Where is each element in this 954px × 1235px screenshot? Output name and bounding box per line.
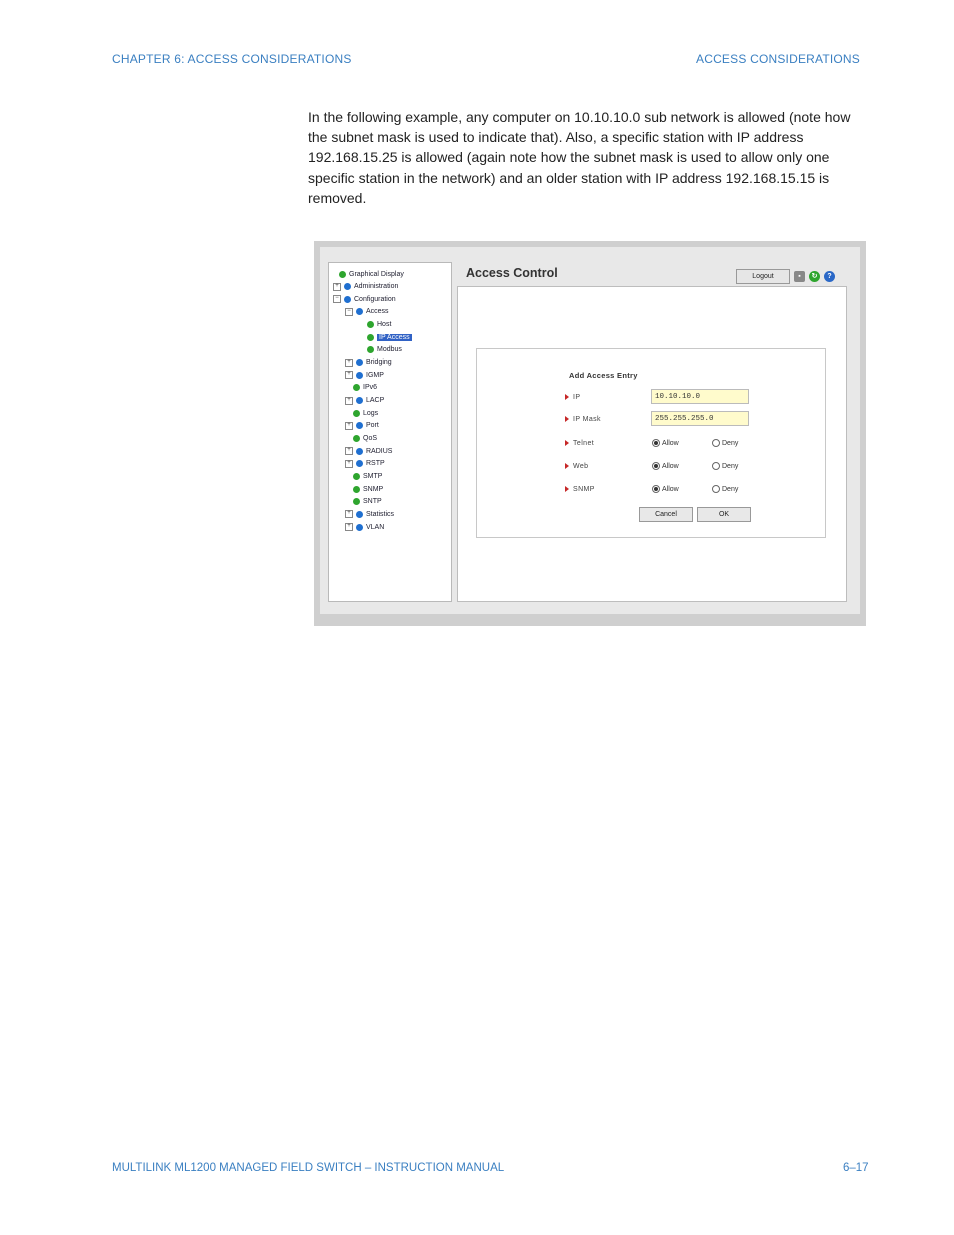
- nav-item-label: SNMP: [363, 485, 384, 493]
- radio-button-icon[interactable]: [652, 485, 660, 493]
- page-icon: [353, 473, 360, 480]
- nav-item[interactable]: [345, 395, 384, 407]
- nav-item[interactable]: [345, 521, 384, 533]
- permission-row: [565, 481, 651, 497]
- nav-item-label: RSTP: [366, 460, 385, 468]
- nav-item-label: Host: [377, 321, 392, 329]
- folder-icon: [356, 397, 363, 404]
- folder-icon: [356, 359, 363, 366]
- cancel-button[interactable]: Cancel: [639, 507, 693, 522]
- ip-label: IP: [573, 393, 581, 401]
- page-icon: [367, 334, 374, 341]
- radio-button-icon[interactable]: [712, 462, 720, 470]
- radio-button-icon[interactable]: [652, 439, 660, 447]
- access-control-screenshot: [314, 241, 866, 626]
- expand-icon[interactable]: +: [333, 283, 341, 291]
- nav-item-label: VLAN: [366, 523, 385, 531]
- save-icon[interactable]: ▪: [794, 271, 805, 282]
- nav-item-label: QoS: [363, 434, 378, 442]
- form-title: Add Access Entry: [569, 371, 638, 380]
- arrow-icon: [565, 394, 569, 400]
- folder-icon: [356, 448, 363, 455]
- allow-label: Allow: [662, 462, 679, 470]
- page-icon: [339, 271, 346, 278]
- nav-item-label: Statistics: [366, 510, 395, 518]
- nav-item-label: RADIUS: [366, 447, 393, 455]
- deny-radio[interactable]: [712, 485, 738, 493]
- page-icon: [353, 435, 360, 442]
- toolbar: [736, 269, 835, 284]
- refresh-icon[interactable]: ↻: [809, 271, 820, 282]
- permission-label: SNMP: [573, 485, 595, 493]
- nav-item[interactable]: [353, 432, 377, 444]
- nav-item-label: SNTP: [363, 498, 382, 506]
- nav-item-label: Configuration: [354, 295, 396, 303]
- help-icon[interactable]: ?: [824, 271, 835, 282]
- folder-icon: [356, 308, 363, 315]
- folder-icon: [356, 511, 363, 518]
- nav-item-label: Port: [366, 422, 379, 430]
- ip-mask-label: IP Mask: [573, 415, 601, 423]
- arrow-icon: [565, 440, 569, 446]
- nav-item[interactable]: [345, 306, 389, 318]
- ip-mask-row: [565, 411, 651, 427]
- footer-title: MULTILINK ML1200 MANAGED FIELD SWITCH – INSTRUCTION MANUAL: [112, 1162, 505, 1174]
- arrow-icon: [565, 463, 569, 469]
- radio-button-icon[interactable]: [712, 439, 720, 447]
- nav-item[interactable]: [353, 470, 382, 482]
- deny-label: Deny: [722, 485, 739, 493]
- expand-icon[interactable]: +: [345, 447, 353, 455]
- radio-button-icon[interactable]: [652, 462, 660, 470]
- nav-item[interactable]: [333, 281, 398, 293]
- screenshot-window: [320, 247, 860, 614]
- ok-button[interactable]: OK: [697, 507, 751, 522]
- folder-icon: [344, 296, 351, 303]
- collapse-icon[interactable]: −: [345, 308, 353, 316]
- permission-label: Web: [573, 462, 589, 470]
- allow-label: Allow: [662, 439, 679, 447]
- nav-item[interactable]: [353, 483, 383, 495]
- collapse-icon[interactable]: −: [333, 295, 341, 303]
- nav-item-label: SMTP: [363, 472, 383, 480]
- nav-item-label: IGMP: [366, 371, 384, 379]
- nav-item[interactable]: [345, 369, 384, 381]
- nav-item[interactable]: [367, 344, 402, 356]
- deny-label: Deny: [722, 462, 739, 470]
- allow-radio[interactable]: [652, 485, 679, 493]
- page-icon: [353, 498, 360, 505]
- nav-item-label: Graphical Display: [349, 270, 404, 278]
- nav-item[interactable]: [345, 357, 392, 369]
- nav-item[interactable]: [353, 407, 378, 419]
- page-icon: [367, 346, 374, 353]
- expand-icon[interactable]: +: [345, 523, 353, 531]
- nav-item[interactable]: [339, 268, 404, 280]
- nav-item[interactable]: [353, 382, 377, 394]
- add-access-entry-form: [476, 348, 826, 538]
- folder-icon: [344, 283, 351, 290]
- ip-input[interactable]: 10.10.10.0: [651, 389, 749, 404]
- allow-radio[interactable]: [652, 439, 679, 447]
- content-panel: [457, 286, 847, 602]
- folder-icon: [356, 460, 363, 467]
- nav-item-label: IPv6: [363, 384, 378, 392]
- nav-item[interactable]: [345, 420, 379, 432]
- page-title: Access Control: [466, 266, 558, 280]
- page-icon: [367, 321, 374, 328]
- deny-label: Deny: [722, 439, 739, 447]
- nav-item-label: Administration: [354, 283, 399, 291]
- permission-row: [565, 435, 651, 451]
- nav-item[interactable]: [367, 331, 412, 343]
- nav-item[interactable]: [345, 508, 394, 520]
- permission-label: Telnet: [573, 439, 595, 447]
- ip-row: [565, 389, 651, 405]
- body-paragraph: In the following example, any computer on 10.10.10.0 sub network is allowed (note how the subnet mask is used to indicate that). Also, a specific station with IP address 192.168.15.25 is allowed (again note how the subnet mask is used to allow only one specific station in the network) and an older station with IP address 192.168.15.15 is removed.: [308, 109, 851, 206]
- nav-item-label: IP Access: [379, 333, 410, 341]
- nav-item[interactable]: [353, 496, 382, 508]
- nav-item-label: Modbus: [377, 346, 402, 354]
- logout-button[interactable]: Logout: [736, 269, 790, 284]
- expand-icon[interactable]: +: [345, 460, 353, 468]
- deny-radio[interactable]: [712, 439, 738, 447]
- section-header: ACCESS CONSIDERATIONS: [696, 52, 861, 66]
- expand-icon[interactable]: +: [345, 510, 353, 518]
- page-icon: [353, 384, 360, 391]
- nav-item[interactable]: [345, 445, 392, 457]
- nav-item[interactable]: [367, 319, 391, 331]
- ip-mask-input[interactable]: 255.255.255.0: [651, 411, 749, 426]
- expand-icon[interactable]: +: [345, 397, 353, 405]
- arrow-icon: [565, 486, 569, 492]
- nav-item-label: LACP: [366, 397, 385, 404]
- expand-icon[interactable]: +: [345, 359, 353, 367]
- folder-icon: [356, 524, 363, 531]
- page-number: 6–17: [843, 1162, 869, 1174]
- allow-label: Allow: [662, 485, 679, 493]
- nav-item[interactable]: [333, 293, 396, 305]
- nav-item-label: Logs: [363, 409, 379, 417]
- expand-icon[interactable]: +: [345, 422, 353, 430]
- expand-icon[interactable]: +: [345, 371, 353, 379]
- permission-row: [565, 458, 651, 474]
- chapter-header: CHAPTER 6: ACCESS CONSIDERATIONS: [112, 52, 352, 66]
- radio-button-icon[interactable]: [712, 485, 720, 493]
- arrow-icon: [565, 416, 569, 422]
- page-icon: [353, 410, 360, 417]
- nav-item-label: Access: [366, 308, 389, 316]
- navigation-tree: [328, 262, 452, 602]
- folder-icon: [356, 422, 363, 429]
- page-icon: [353, 486, 360, 493]
- nav-item[interactable]: [345, 458, 385, 470]
- folder-icon: [356, 372, 363, 379]
- nav-item-label: Bridging: [366, 359, 392, 367]
- deny-radio[interactable]: [712, 462, 738, 470]
- allow-radio[interactable]: [652, 462, 679, 470]
